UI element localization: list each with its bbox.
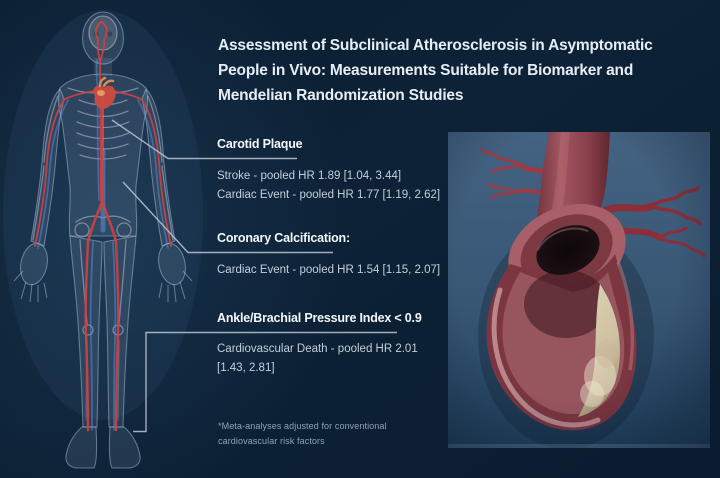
coronary-calcification-stats [217, 261, 440, 280]
stat-line-cardiovascular-death-ci: [1.43, 2.81] [217, 361, 275, 374]
section-carotid-plaque [217, 137, 302, 151]
footnote-line-2: cardiovascular risk factors [218, 436, 325, 446]
title-line-2: People in Vivo: Measurements Suitable for Biomarker and [218, 62, 634, 79]
stat-line-cardiac-event: Cardiac Event - pooled HR 1.77 [1.19, 2.62] [217, 188, 441, 201]
title-line-1: Assessment of Subclinical Atherosclerosis in Asymptomatic [218, 37, 653, 54]
artery-cross-section-image [448, 132, 710, 448]
section-heading-carotid-plaque: Carotid Plaque [217, 137, 303, 151]
panel-vignette [448, 132, 710, 448]
stat-line-cardiovascular-death: Cardiovascular Death - pooled HR 2.01 [217, 343, 418, 355]
carotid-plaque-stats [217, 167, 440, 204]
section-ankle-brachial-index [217, 311, 422, 325]
section-coronary-calcification [217, 231, 350, 245]
stat-line-stroke: Stroke - pooled HR 1.89 [1.04, 3.44] [217, 170, 402, 182]
title-line-3: Mendelian Randomization Studies [218, 87, 464, 104]
stat-line-cardiac-event: Cardiac Event - pooled HR 1.54 [1.15, 2.07] [217, 264, 441, 276]
ankle-brachial-index-stats [217, 340, 418, 377]
page-title [218, 33, 653, 108]
footnote [218, 419, 387, 449]
section-heading-ankle-brachial-index: Ankle/Brachial Pressure Index < 0.9 [217, 311, 422, 325]
section-heading-coronary-calcification: Coronary Calcification: [217, 231, 350, 245]
anatomical-body-illustration [0, 0, 210, 478]
footnote-line-1: *Meta-analyses adjusted for conventional [218, 421, 387, 431]
